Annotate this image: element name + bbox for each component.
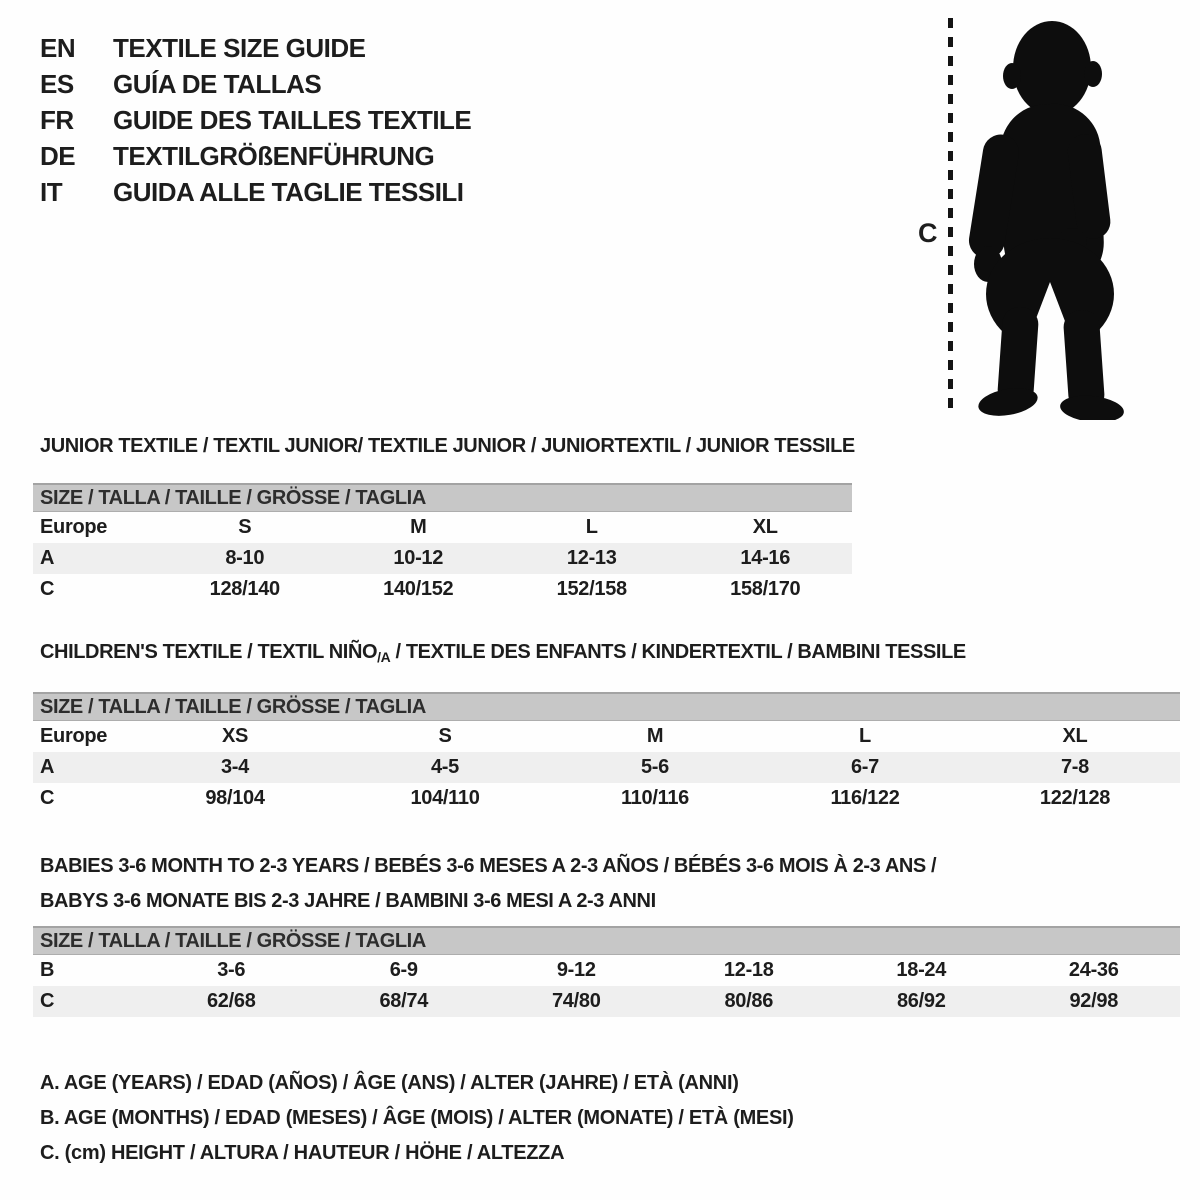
height-cell: 80/86 <box>724 990 774 1012</box>
size-header-bar: SIZE / TALLA / TAILLE / GRÖSSE / TAGLIA <box>33 692 1180 721</box>
age-cell: 14-16 <box>740 547 791 569</box>
size-cell: L <box>859 725 871 747</box>
height-cell: 62/68 <box>206 990 256 1012</box>
size-cell: M <box>646 725 664 747</box>
language-code: IT <box>40 176 63 207</box>
table-row-age <box>33 543 852 574</box>
footnote-age-years: A. AGE (YEARS) / EDAD (AÑOS) / ÂGE (ANS) / ALTER (JAHRE) / ETÀ (ANNI) <box>40 1072 739 1094</box>
size-cell: XL <box>752 516 778 538</box>
size-cell: XL <box>1062 725 1088 747</box>
age-cell: 5-6 <box>640 756 669 778</box>
children-title-pre: CHILDREN'S TEXTILE / TEXTIL NIÑO <box>40 641 378 663</box>
language-row-it <box>40 174 471 210</box>
age-cell: 12-13 <box>566 547 617 569</box>
children-title-sub: /A <box>377 649 391 665</box>
months-cell: 24-36 <box>1068 959 1119 981</box>
row-label: C <box>40 787 55 809</box>
age-cell: 6-7 <box>850 756 879 778</box>
height-cell: 74/80 <box>551 990 601 1012</box>
footnote-age-months: B. AGE (MONTHS) / EDAD (MESES) / ÂGE (MOIS) / ALTER (MONATE) / ETÀ (MESI) <box>40 1107 794 1129</box>
language-row-fr <box>40 102 471 138</box>
junior-table-title: JUNIOR TEXTILE / TEXTIL JUNIOR/ TEXTILE JUNIOR / JUNIORTEXTIL / JUNIOR TESSILE <box>40 435 855 457</box>
months-cell: 3-6 <box>217 959 246 981</box>
height-cell: 128/140 <box>209 578 280 600</box>
language-title: TEXTILGRÖßENFÜHRUNG <box>113 140 435 171</box>
row-label: Europe <box>40 725 108 747</box>
months-cell: 18-24 <box>896 959 947 981</box>
babies-table-title <box>40 849 936 919</box>
language-code: FR <box>40 104 74 135</box>
height-cell: 116/122 <box>830 787 900 809</box>
language-row-de <box>40 138 471 174</box>
height-cell: 110/116 <box>621 787 689 809</box>
row-label: A <box>40 756 55 778</box>
table-row-height <box>33 783 1180 814</box>
row-label: C <box>40 578 55 600</box>
age-cell: 4-5 <box>430 756 459 778</box>
height-cell: 104/110 <box>410 787 480 809</box>
age-cell: 10-12 <box>393 547 444 569</box>
language-list <box>40 30 471 210</box>
height-cell: 158/170 <box>730 578 801 600</box>
age-cell: 8-10 <box>225 547 265 569</box>
babies-title-line2: BABYS 3-6 MONATE BIS 2-3 JAHRE / BAMBINI 3-6 MESI A 2-3 ANNI <box>40 890 656 912</box>
row-label: Europe <box>40 516 108 538</box>
table-row-height <box>33 986 1180 1017</box>
height-cell: 86/92 <box>896 990 946 1012</box>
months-cell: 9-12 <box>556 959 596 981</box>
height-cell: 122/128 <box>1039 787 1111 809</box>
months-cell: 6-9 <box>389 959 418 981</box>
row-label: C <box>40 990 55 1012</box>
months-cell: 12-18 <box>723 959 774 981</box>
height-cell: 140/152 <box>383 578 454 600</box>
size-cell: L <box>585 516 598 538</box>
children-table-title <box>40 641 966 665</box>
junior-table <box>33 483 852 605</box>
row-label: B <box>40 959 55 981</box>
table-row-age <box>33 752 1180 783</box>
table-row-europe <box>33 721 1180 752</box>
age-cell: 3-4 <box>220 756 249 778</box>
size-cell: S <box>238 516 252 538</box>
size-header-bar: SIZE / TALLA / TAILLE / GRÖSSE / TAGLIA <box>33 483 852 512</box>
age-cell: 7-8 <box>1060 756 1089 778</box>
size-header-bar: SIZE / TALLA / TAILLE / GRÖSSE / TAGLIA <box>33 926 1180 955</box>
row-label: A <box>40 547 55 569</box>
language-code: EN <box>40 32 76 63</box>
size-cell: S <box>438 725 452 747</box>
language-title: GUÍA DE TALLAS <box>113 68 322 99</box>
language-code: ES <box>40 68 74 99</box>
toddler-silhouette-icon <box>960 12 1146 420</box>
footnote-height-cm: C. (cm) HEIGHT / ALTURA / HAUTEUR / HÖHE / ALTEZZA <box>40 1142 565 1164</box>
size-cell: M <box>410 516 427 538</box>
table-row-height <box>33 574 852 605</box>
height-cell: 68/74 <box>379 990 429 1012</box>
language-title: TEXTILE SIZE GUIDE <box>113 32 366 63</box>
height-measure-label: C <box>918 218 938 248</box>
children-table <box>33 692 1180 814</box>
size-cell: XS <box>221 725 249 747</box>
language-row-en <box>40 30 471 66</box>
height-cell: 152/158 <box>556 578 627 600</box>
legend-footnotes <box>40 1066 794 1171</box>
height-cell: 98/104 <box>205 787 265 809</box>
language-title: GUIDE DES TAILLES TEXTILE <box>113 104 472 135</box>
children-title-post: / TEXTILE DES ENFANTS / KINDERTEXTIL / BAMBINI TESSILE <box>390 641 966 663</box>
language-row-es <box>40 66 471 102</box>
table-row-months <box>33 955 1180 986</box>
language-code: DE <box>40 140 76 171</box>
height-cell: 92/98 <box>1069 990 1119 1012</box>
babies-title-line1: BABIES 3-6 MONTH TO 2-3 YEARS / BEBÉS 3-6 MESES A 2-3 AÑOS / BÉBÉS 3-6 MOIS À 2-3 ANS / <box>40 855 937 877</box>
height-measure-line <box>948 18 953 416</box>
language-title: GUIDA ALLE TAGLIE TESSILI <box>113 176 464 207</box>
table-row-europe <box>33 512 852 543</box>
babies-table <box>33 926 1180 1017</box>
